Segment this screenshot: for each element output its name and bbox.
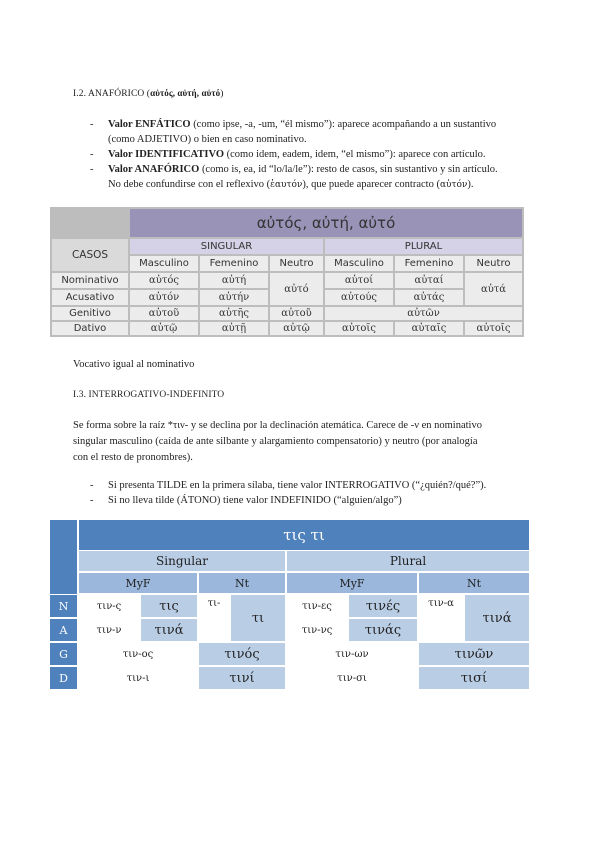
form-cell: αὐτή (200, 273, 268, 288)
list-item: - Valor ANAFÓRICO (como is, ea, id “lo/la/le”): resto de casos, sin sustantivo y sin artículo. No debe confundirse con el reflexivo (ἑαυτόν), que puede aparecer contracto (αὑτόν). (90, 164, 498, 190)
form-cell: τινός (199, 643, 285, 665)
form-cell: αὐτοί (325, 273, 393, 288)
case-label-dativo: Dativo (52, 322, 128, 335)
stem-cell: τιν-ν (79, 619, 139, 641)
form-cell: τινῶν (419, 643, 529, 665)
form-cell: αὐτά (465, 273, 522, 305)
interrogativo-paragraph: Se forma sobre la raíz *τιν- y se declina por la declinación atemática. Carece de -ν en nominativo singular masculino (caída de ante silbante y alargamiento compensatorio) y neutro (por analogía con el resto de pronombres). (73, 420, 482, 463)
autos-declension-table (50, 207, 524, 337)
form-cell: αὐτοῦ (130, 307, 198, 320)
list-item: - Valor IDENTIFICATIVO (como idem, eadem, idem, “el mismo”): aparece con artículo. (90, 149, 486, 160)
form-cell: αὐτοῦ (270, 307, 323, 320)
form-cell: τινά (465, 595, 529, 641)
table-title: τις τι (79, 520, 529, 550)
plural-header: Plural (287, 551, 529, 571)
case-label-genitivo: Genitivo (52, 307, 128, 320)
list-item: - Valor ENFÁTICO (como ipse, -a, -um, “él mismo”): aparece acompañando a un sustantivo (como ADJETIVO) o bien en caso nominativo. (90, 119, 497, 145)
form-cell: αὐτήν (200, 290, 268, 305)
form-cell: αὐτούς (325, 290, 393, 305)
myf-header: MyF (287, 573, 417, 593)
form-cell: τινές (349, 595, 417, 617)
gender-header: Masculino (130, 256, 198, 271)
case-label-acusativo: Acusativo (52, 290, 128, 305)
nt-header: Nt (419, 573, 529, 593)
gender-header: Neutro (270, 256, 323, 271)
form-cell: τισί (419, 667, 529, 689)
form-cell: αὐταί (395, 273, 463, 288)
form-cell: αὐτό (270, 273, 323, 305)
casos-header: CASOS (52, 239, 128, 271)
vocativo-note: Vocativo igual al nominativo (73, 359, 195, 370)
stem-cell: τιν-ος (79, 643, 197, 665)
plural-header: PLURAL (325, 239, 522, 254)
form-cell: αὐτῆς (200, 307, 268, 320)
nt-header: Nt (199, 573, 285, 593)
form-cell: τινά (141, 619, 197, 641)
section-heading-anaforico: I.2. ANAFÓRICO (αὐτός, αὐτή, αὐτό) (73, 88, 224, 99)
form-cell: αὐτῷ (270, 322, 323, 335)
anaforico-bullet-list (90, 117, 540, 193)
singular-header: SINGULAR (130, 239, 323, 254)
case-label-d: D (50, 667, 77, 689)
stem-cell: τιν-σι (287, 667, 417, 689)
case-label-a: A (50, 619, 77, 641)
form-cell: αὐτῷ (130, 322, 198, 335)
stem-cell: τιν-ι (79, 667, 197, 689)
stem-cell: τιν-ς (79, 595, 139, 617)
form-cell: αὐτόν (130, 290, 198, 305)
list-item: - Si no lleva tilde (ÁTONO) tiene valor INDEFINIDO (“alguien/algo”) (90, 495, 402, 506)
stem-cell: τι- (199, 595, 229, 641)
form-cell: αὐτοῖς (325, 322, 393, 335)
stem-cell: τιν-α (419, 595, 463, 641)
table-corner (50, 520, 77, 594)
tis-ti-declension-table (50, 520, 529, 691)
form-cell: αὐτῶν (325, 307, 522, 320)
form-cell: αὐτοῖς (465, 322, 522, 335)
interrogativo-bullet-list (90, 478, 540, 508)
case-label-nominativo: Nominativo (52, 273, 128, 288)
form-cell: τις (141, 595, 197, 617)
list-item: - Si presenta TILDE en la primera sílaba, tiene valor INTERROGATIVO (“¿quién?/qué?”). (90, 480, 487, 491)
gender-header: Neutro (465, 256, 522, 271)
case-label-g: G (50, 643, 77, 665)
form-cell: αὐταῖς (395, 322, 463, 335)
stem-cell: τιν-ες (287, 595, 347, 617)
singular-header: Singular (79, 551, 285, 571)
case-label-n: N (50, 595, 77, 617)
gender-header: Femenino (395, 256, 463, 271)
form-cell: αὐτάς (395, 290, 463, 305)
myf-header: MyF (79, 573, 197, 593)
form-cell: αὐτός (130, 273, 198, 288)
gender-header: Femenino (200, 256, 268, 271)
form-cell: τι (231, 595, 285, 641)
stem-cell: τιν-ων (287, 643, 417, 665)
stem-cell: τιν-νς (287, 619, 347, 641)
form-cell: αὐτῇ (200, 322, 268, 335)
gender-header: Masculino (325, 256, 393, 271)
form-cell: τινάς (349, 619, 417, 641)
table-title: αὐτός, αὐτή, αὐτό (130, 209, 522, 237)
section-heading-interrogativo: I.3. INTERROGATIVO-INDEFINITO (73, 390, 225, 400)
form-cell: τινί (199, 667, 285, 689)
